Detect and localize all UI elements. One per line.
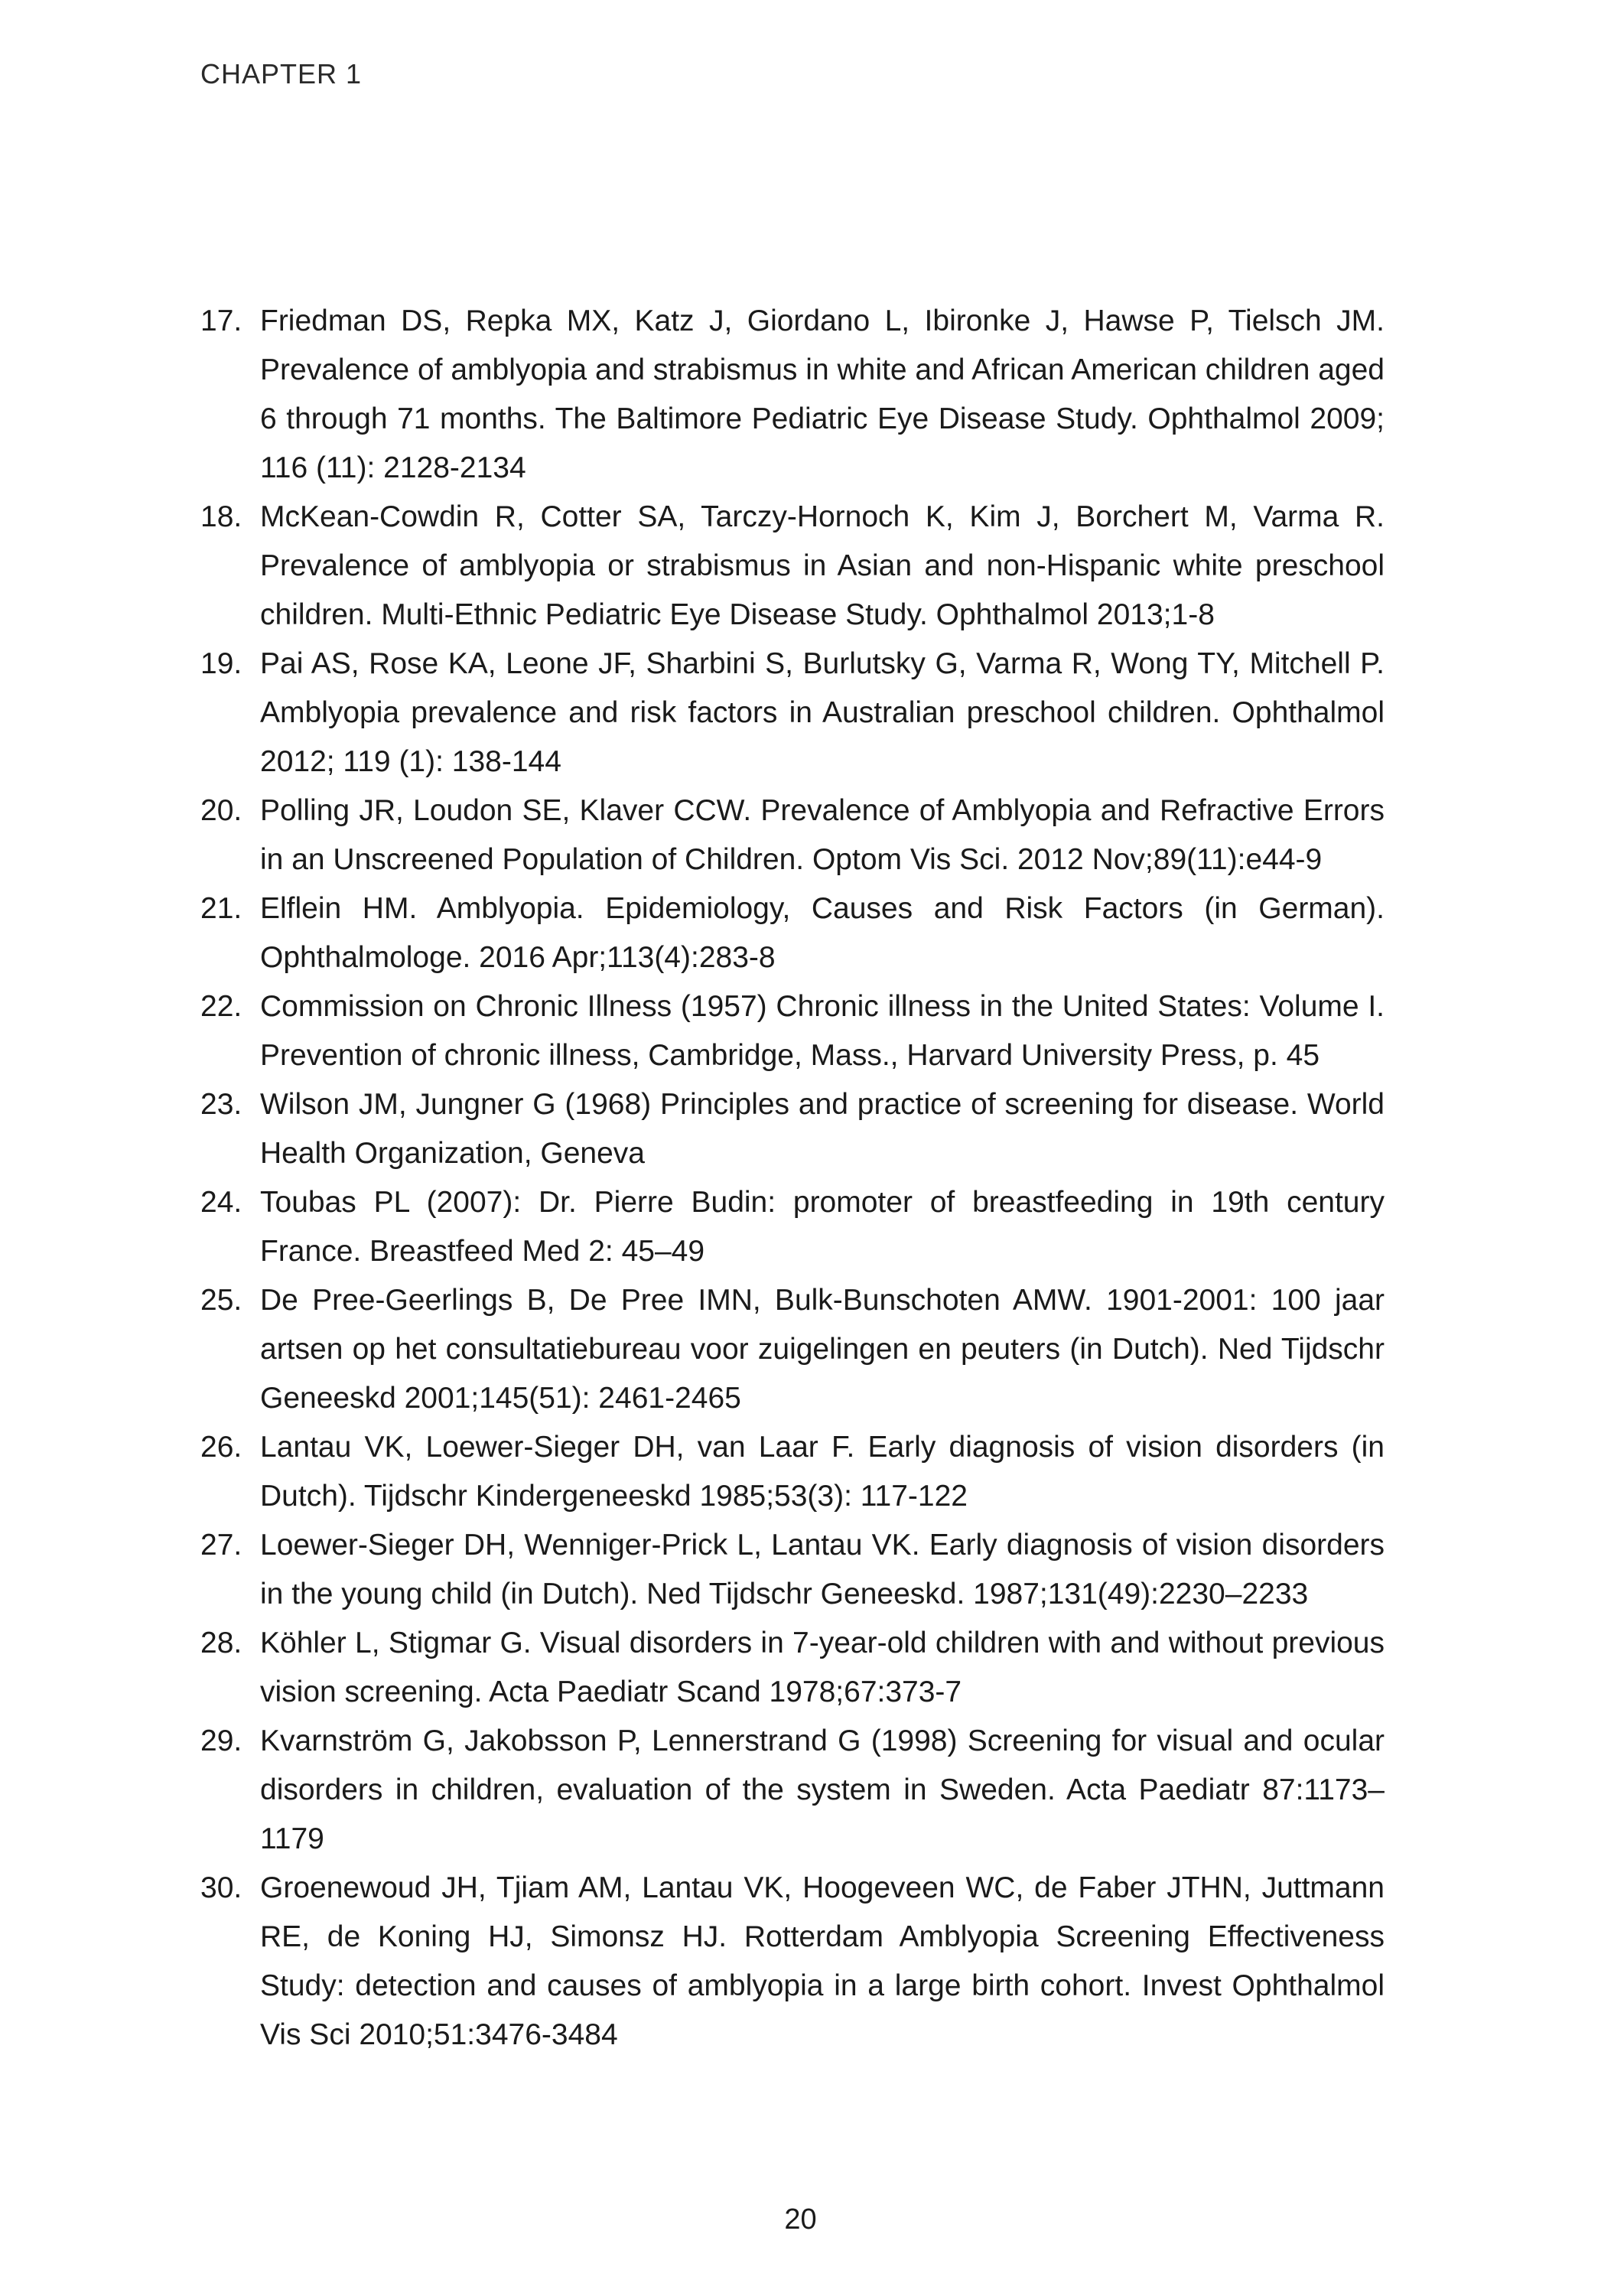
reference-text: McKean-Cowdin R, Cotter SA, Tarczy-Hornoch K, Kim J, Borchert M, Varma R. Prevalence of amblyopia or strabismus in Asian and non-Hispanic white preschool children. Multi-Ethnic Pediatric Eye Disease Study. Ophthalmol 2013;1-8 — [260, 500, 1385, 631]
reference-text: Loewer-Sieger DH, Wenniger-Prick L, Lantau VK. Early diagnosis of vision disorders in the young child (in Dutch). Ned Tijdschr Geneeskd. 1987;131(49):2230–2233 — [260, 1529, 1385, 1610]
reference-text: Elflein HM. Amblyopia. Epidemiology, Causes and Risk Factors (in German). Ophthalmologe. 2016 Apr;113(4):283-8 — [260, 892, 1385, 974]
reference-text: Toubas PL (2007): Dr. Pierre Budin: promoter of breastfeeding in 19th century France. Breastfeed Med 2: 45–49 — [260, 1186, 1385, 1268]
reference-number: 29. — [200, 1724, 242, 1757]
reference-number: 23. — [200, 1088, 242, 1121]
reference-number: 20. — [200, 794, 242, 827]
reference-item — [200, 1619, 1385, 1717]
reference-number: 19. — [200, 647, 242, 680]
reference-text: De Pree-Geerlings B, De Pree IMN, Bulk-Bunschoten AMW. 1901-2001: 100 jaar artsen op het consultatiebureau voor zuigelingen en peuters (in Dutch). Ned Tijdschr Geneeskd 2001;145(51): 2461-2465 — [260, 1284, 1385, 1415]
reference-number: 26. — [200, 1431, 242, 1464]
reference-number: 22. — [200, 990, 242, 1023]
running-head: CHAPTER 1 — [200, 58, 363, 90]
reference-item — [200, 1521, 1385, 1619]
reference-text: Wilson JM, Jungner G (1968) Principles and practice of screening for disease. World Health Organization, Geneva — [260, 1088, 1385, 1170]
reference-item — [200, 787, 1385, 884]
reference-item — [200, 1864, 1385, 2060]
reference-item — [200, 884, 1385, 982]
reference-number: 18. — [200, 500, 242, 533]
reference-number: 28. — [200, 1627, 242, 1659]
reference-item — [200, 982, 1385, 1080]
page-number: 20 — [784, 2203, 817, 2236]
reference-list — [200, 297, 1385, 2060]
reference-item — [200, 1178, 1385, 1276]
reference-item — [200, 1423, 1385, 1521]
reference-item — [200, 493, 1385, 640]
reference-text: Pai AS, Rose KA, Leone JF, Sharbini S, Burlutsky G, Varma R, Wong TY, Mitchell P. Amblyopia prevalence and risk factors in Australian preschool children. Ophthalmol 2012; 119 (1): 138-144 — [260, 647, 1385, 778]
reference-text: Commission on Chronic Illness (1957) Chronic illness in the United States: Volume I. Prevention of chronic illness, Cambridge, Mass., Harvard University Press, p. 45 — [260, 990, 1385, 1072]
reference-number: 25. — [200, 1284, 242, 1317]
reference-text: Friedman DS, Repka MX, Katz J, Giordano L, Ibironke J, Hawse P, Tielsch JM. Prevalence of amblyopia and strabismus in white and African American children aged 6 through 71 months. The Baltimore Pediatric Eye Disease Study. Ophthalmol 2009; 116 (11): 2128-2134 — [260, 305, 1385, 484]
reference-item — [200, 1717, 1385, 1864]
reference-text: Groenewoud JH, Tjiam AM, Lantau VK, Hoogeveen WC, de Faber JTHN, Juttmann RE, de Koning HJ, Simonsz HJ. Rotterdam Amblyopia Screening Effectiveness Study: detection and causes of amblyopia in a large birth cohort. Invest Ophthalmol Vis Sci 2010;51:3476-3484 — [260, 1871, 1385, 2051]
reference-item — [200, 297, 1385, 493]
reference-item — [200, 640, 1385, 787]
reference-text: Köhler L, Stigmar G. Visual disorders in 7-year-old children with and without previous vision screening. Acta Paediatr Scand 1978;67:373-7 — [260, 1627, 1385, 1708]
reference-text: Lantau VK, Loewer-Sieger DH, van Laar F. Early diagnosis of vision disorders (in Dutch). Tijdschr Kindergeneeskd 1985;53(3): 117-122 — [260, 1431, 1385, 1513]
reference-text: Kvarnström G, Jakobsson P, Lennerstrand G (1998) Screening for visual and ocular disorders in children, evaluation of the system in Sweden. Acta Paediatr 87:1173–1179 — [260, 1724, 1385, 1855]
reference-text: Polling JR, Loudon SE, Klaver CCW. Prevalence of Amblyopia and Refractive Errors in an Unscreened Population of Children. Optom Vis Sci. 2012 Nov;89(11):e44-9 — [260, 794, 1385, 876]
reference-number: 30. — [200, 1871, 242, 1904]
reference-number: 27. — [200, 1529, 242, 1562]
reference-number: 24. — [200, 1186, 242, 1219]
reference-item — [200, 1276, 1385, 1423]
reference-item — [200, 1080, 1385, 1178]
reference-number: 17. — [200, 305, 242, 337]
reference-number: 21. — [200, 892, 242, 925]
